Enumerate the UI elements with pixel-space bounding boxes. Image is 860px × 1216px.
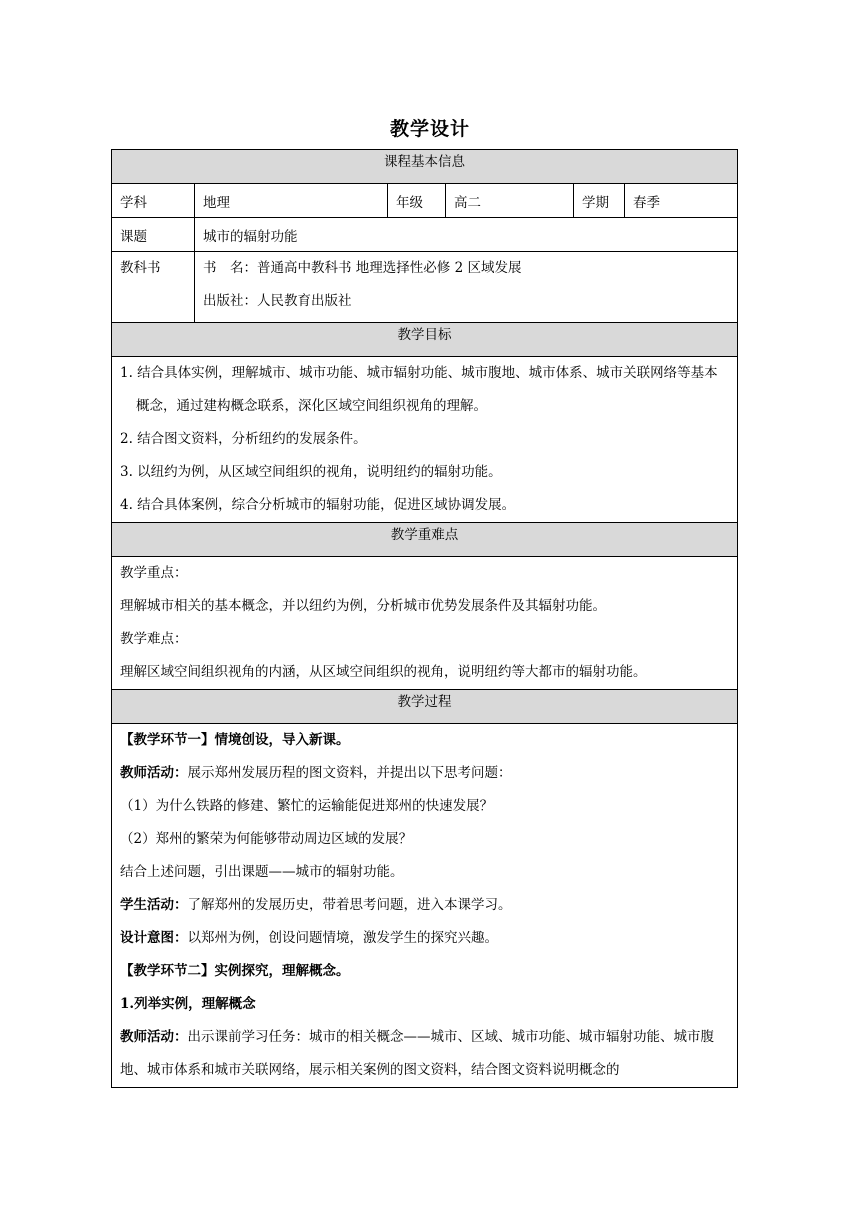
- teacher-activity-1-label: 教师活动：: [120, 765, 188, 781]
- textbook-label-text: 教科书: [120, 260, 161, 276]
- document-title: 教学设计: [389, 118, 470, 140]
- textbook-cell: [195, 252, 738, 323]
- lesson-plan-table: [111, 149, 738, 1088]
- teacher-activity-2-label: 教师活动：: [120, 1029, 188, 1045]
- teacher-activity-2-text: 出示课前学习任务：城市的相关概念——城市、区域、城市功能、城市辐射功能、城市腹地、城市体系和城市关联网络，展示相关案例的图文资料，结合图文资料说明概念的: [120, 1029, 714, 1078]
- design-intent-1: [120, 922, 729, 955]
- objective-item-1: 1. 结合具体实例，理解城市、城市功能、城市辐射功能、城市腹地、城市体系、城市关联网络等基本概念，通过建构概念联系，深化区域空间组织视角的理解。: [120, 365, 718, 414]
- step1-title: 【教学环节一】情境创设，导入新课。: [120, 732, 350, 748]
- term-value: 春季: [625, 184, 738, 218]
- process-header: 教学过程: [112, 690, 738, 724]
- process-cell: [112, 724, 738, 1088]
- sub1-title: 1.列举实例，理解概念: [120, 996, 256, 1012]
- objectives-cell: [112, 357, 738, 523]
- difficulty-label: 教学难点：: [120, 631, 188, 647]
- teacher-activity-2: [120, 1021, 729, 1087]
- objective-item-4: 4. 结合具体案例，综合分析城市的辐射功能，促进区域协调发展。: [120, 497, 516, 513]
- basic-info-header: 课程基本信息: [112, 150, 738, 184]
- student-activity-1-label: 学生活动：: [120, 897, 188, 913]
- topic-value: 城市的辐射功能: [195, 218, 738, 252]
- subject-value: 地理: [195, 184, 388, 218]
- intro-text: 结合上述问题，引出课题——城市的辐射功能。: [120, 864, 404, 880]
- design-intent-1-text: 以郑州为例，创设问题情境，激发学生的探究兴趣。: [187, 930, 498, 946]
- grade-value: 高二: [446, 184, 574, 218]
- objective-item-3: 3. 以纽约为例，从区域空间组织的视角，说明纽约的辐射功能。: [120, 464, 502, 480]
- grade-label: 年级: [388, 184, 446, 218]
- key-points-cell: [112, 557, 738, 690]
- focus-label: 教学重点：: [120, 565, 188, 581]
- textbook-name: 书 名：普通高中教科书 地理选择性必修 2 区域发展: [203, 260, 522, 276]
- textbook-label: [112, 252, 195, 323]
- difficulty-text: 理解区域空间组织视角的内涵，从区域空间组织的视角，说明纽约等大都市的辐射功能。: [120, 664, 647, 680]
- textbook-publisher: 出版社：人民教育出版社: [203, 293, 352, 309]
- objective-item-2: 2. 结合图文资料，分析纽约的发展条件。: [120, 431, 367, 447]
- subject-label: 学科: [112, 184, 195, 218]
- question-2: （2）郑州的繁荣为何能够带动周边区域的发展？: [120, 831, 413, 847]
- topic-label: 课题: [112, 218, 195, 252]
- objectives-header: 教学目标: [112, 323, 738, 357]
- step2-title: 【教学环节二】实例探究，理解概念。: [120, 963, 350, 979]
- design-intent-1-label: 设计意图：: [120, 930, 188, 946]
- teacher-activity-1: [120, 757, 729, 790]
- student-activity-1-text: 了解郑州的发展历史，带着思考问题，进入本课学习。: [187, 897, 512, 913]
- question-1: （1）为什么铁路的修建、繁忙的运输能促进郑州的快速发展？: [120, 798, 494, 814]
- teacher-activity-1-text: 展示郑州发展历程的图文资料，并提出以下思考问题：: [187, 765, 512, 781]
- student-activity-1: [120, 889, 729, 922]
- key-points-header: 教学重难点: [112, 523, 738, 557]
- term-label: 学期: [574, 184, 625, 218]
- focus-text: 理解城市相关的基本概念，并以纽约为例，分析城市优势发展条件及其辐射功能。: [120, 598, 606, 614]
